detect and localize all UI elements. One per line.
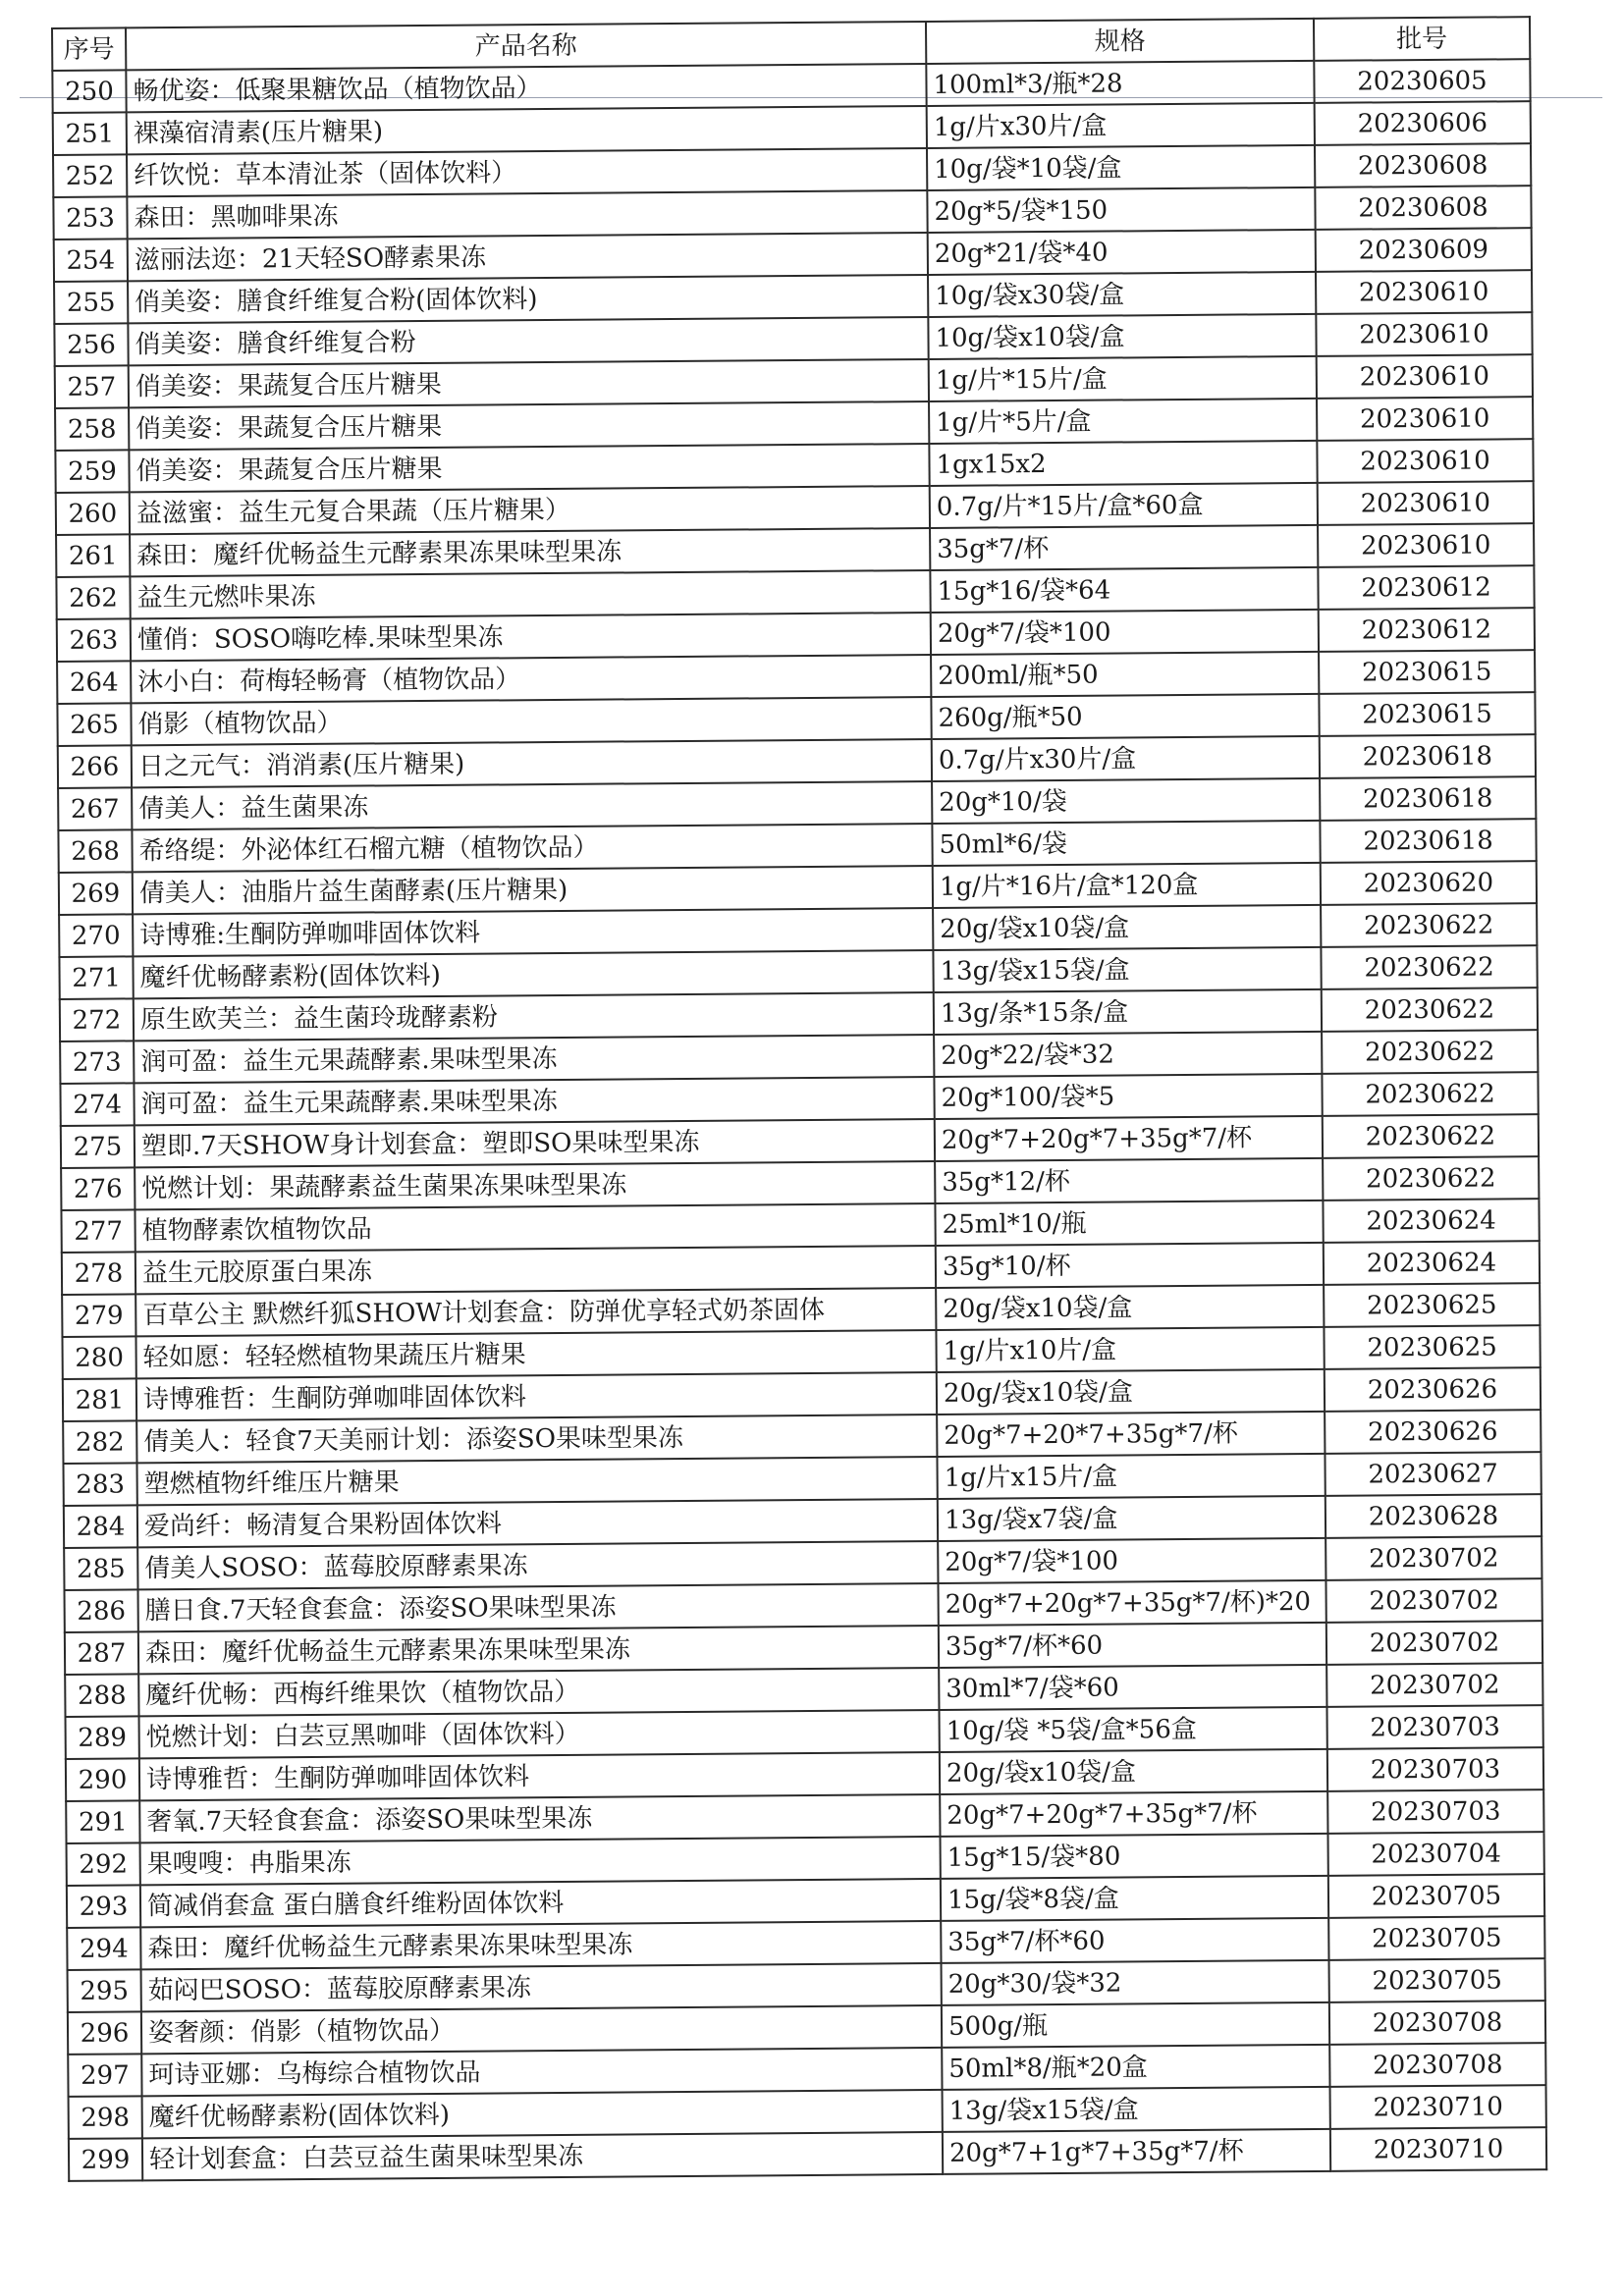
batch-number-cell: 20230622 [1321,903,1537,947]
specification-cell: 50ml*6/袋 [932,821,1320,866]
product-name-cell: 希络缇：外泌体红石榴亢糖（植物饮品） [132,824,932,872]
batch-number-cell: 20230622 [1323,1114,1539,1158]
serial-number-cell: 279 [62,1294,135,1337]
batch-number-cell: 20230605 [1314,59,1530,103]
specification-cell: 1gx15x2 [929,441,1317,486]
product-name-cell: 膳日食.7天轻食套盒：添姿SO果味型果冻 [138,1583,939,1631]
product-name-cell: 畅优姿：低聚果糖饮品（植物饮品） [126,64,926,112]
product-name-cell: 倩美人：油脂片益生菌酵素(压片糖果) [133,866,933,914]
serial-number-cell: 293 [67,1885,140,1928]
serial-number-cell: 288 [65,1674,138,1717]
specification-cell: 13g/袋x7袋/盒 [938,1496,1325,1541]
product-name-cell: 俏美姿：膳食纤维复合粉 [128,317,928,365]
product-name-cell: 魔纤优畅：西梅纤维果饮（植物饮品） [138,1668,939,1716]
product-name-cell: 轻计划套盒：白芸豆益生菌果味型果冻 [142,2132,943,2180]
product-name-cell: 魔纤优畅酵素粉(固体饮料) [133,950,933,998]
batch-number-cell: 20230609 [1316,228,1532,272]
specification-cell: 50ml*8/瓶*20盒 [942,2045,1329,2090]
batch-number-cell: 20230618 [1320,819,1536,863]
serial-number-cell: 258 [55,407,129,451]
serial-number-cell: 273 [60,1041,134,1084]
batch-number-cell: 20230612 [1319,608,1535,652]
product-name-cell: 润可盈：益生元果蔬酵素.果味型果冻 [134,1035,934,1083]
batch-number-cell: 20230628 [1325,1494,1542,1538]
batch-number-cell: 20230626 [1325,1367,1541,1412]
batch-number-cell: 20230608 [1315,143,1531,187]
specification-cell: 1g/片x15片/盒 [937,1454,1325,1499]
serial-number-cell: 250 [52,70,126,113]
product-name-cell: 俏美姿：膳食纤维复合粉(固体饮料) [128,275,928,323]
batch-number-cell: 20230708 [1329,2043,1545,2087]
product-name-cell: 俏影（植物饮品） [131,697,931,745]
specification-cell: 15g*16/袋*64 [930,567,1318,613]
specification-cell: 10g/袋x30袋/盒 [928,272,1316,317]
serial-number-cell: 254 [54,239,128,282]
batch-number-cell: 20230627 [1325,1452,1541,1496]
table-body [52,59,1546,2181]
product-name-cell: 懂俏：SOSO嗨吃棒.果味型果冻 [131,613,931,661]
serial-number-cell: 252 [53,154,127,197]
specification-cell: 200ml/瓶*50 [931,652,1319,697]
specification-cell: 35g*7/杯*60 [941,1918,1328,1963]
serial-number-cell: 255 [54,281,128,324]
batch-number-cell: 20230618 [1320,776,1536,821]
product-name-cell: 森田：魔纤优畅益生元酵素果冻果味型果冻 [138,1626,939,1674]
batch-number-cell: 20230610 [1316,270,1532,314]
batch-number-cell: 20230704 [1327,1832,1543,1876]
serial-number-cell: 281 [63,1378,136,1421]
serial-number-cell: 291 [66,1800,139,1843]
serial-number-cell: 289 [66,1716,139,1759]
specification-cell: 10g/袋x10袋/盒 [928,314,1316,359]
specification-cell: 20g*30/袋*32 [942,1960,1329,2005]
batch-number-cell: 20230618 [1320,734,1536,778]
product-name-cell: 益滋蜜：益生元复合果蔬（压片糖果） [130,486,930,534]
serial-number-cell: 275 [61,1125,135,1168]
product-name-cell: 森田：黑咖啡果冻 [127,190,927,239]
batch-number-cell: 20230622 [1322,988,1538,1032]
serial-number-cell: 274 [60,1083,134,1126]
product-name-cell: 诗博雅哲：生酮防弹咖啡固体饮料 [139,1752,940,1800]
serial-number-cell: 253 [53,196,127,240]
product-name-cell: 日之元气：消消素(压片糖果) [132,739,932,787]
specification-cell: 20g*7+20g*7+35g*7/杯 [940,1791,1327,1837]
batch-number-cell: 20230703 [1327,1789,1543,1834]
specification-cell: 10g/袋 *5袋/盒*56盒 [939,1707,1326,1752]
product-name-cell: 果嗖嗖：冉脂果冻 [140,1837,941,1885]
specification-cell: 20g*100/袋*5 [934,1074,1322,1119]
product-name-cell: 森田：魔纤优畅益生元酵素果冻果味型果冻 [130,528,930,576]
batch-number-cell: 20230615 [1319,650,1535,694]
product-name-cell: 魔纤优畅酵素粉(固体饮料) [142,2090,943,2138]
serial-number-cell: 287 [65,1631,138,1675]
header-product-name: 产品名称 [126,22,926,70]
serial-number-cell: 268 [58,829,132,873]
serial-number-cell: 261 [56,534,130,577]
product-name-cell: 百草公主 默燃纤狐SHOW计划套盒：防弹优享轻式奶茶固体 [135,1288,936,1336]
serial-number-cell: 283 [63,1463,136,1506]
product-name-cell: 塑即.7天SHOW身计划套盒：塑即SO果味型果冻 [135,1119,935,1167]
product-name-cell: 裸藻宿清素(压片糖果) [127,106,927,154]
serial-number-cell: 265 [57,703,131,746]
product-name-cell: 润可盈：益生元果蔬酵素.果味型果冻 [134,1077,934,1125]
serial-number-cell: 251 [53,112,127,155]
serial-number-cell: 284 [64,1505,137,1548]
serial-number-cell: 269 [59,872,133,915]
header-batch-number: 批号 [1314,17,1530,61]
product-name-cell: 悦燃计划：果蔬酵素益生菌果冻果味型果冻 [135,1161,935,1209]
serial-number-cell: 280 [62,1336,135,1379]
serial-number-cell: 256 [54,323,128,366]
product-name-cell: 奢氧.7天轻食套盒：添姿SO果味型果冻 [139,1794,940,1842]
product-name-cell: 悦燃计划：白芸豆黑咖啡（固体饮料） [139,1710,940,1758]
batch-number-cell: 20230620 [1321,861,1537,905]
specification-cell: 1g/片*16片/盒*120盒 [933,863,1321,908]
serial-number-cell: 285 [64,1547,137,1590]
product-name-cell: 植物酵素饮植物饮品 [135,1203,935,1252]
specification-cell: 10g/袋*10袋/盒 [927,145,1315,190]
product-name-cell: 滋丽法迩：21天轻SO酵素果冻 [128,233,928,281]
batch-number-cell: 20230622 [1323,1156,1539,1201]
batch-number-cell: 20230622 [1322,1030,1538,1074]
specification-cell: 20g*7/袋*100 [938,1538,1325,1583]
batch-number-cell: 20230626 [1325,1410,1541,1454]
batch-number-cell: 20230702 [1325,1578,1542,1623]
product-name-cell: 珂诗亚娜：乌梅综合植物饮品 [141,2048,942,2096]
batch-number-cell: 20230705 [1328,1916,1544,1960]
batch-number-cell: 20230702 [1325,1536,1542,1580]
specification-cell: 100ml*3/瓶*28 [926,61,1314,106]
product-name-cell: 轻如愿：轻轻燃植物果蔬压片糖果 [135,1330,936,1378]
specification-cell: 13g/条*15条/盒 [934,989,1322,1035]
serial-number-cell: 262 [56,576,130,619]
specification-cell: 20g/袋x10袋/盒 [936,1285,1324,1330]
batch-number-cell: 20230610 [1317,397,1533,441]
serial-number-cell: 297 [68,2054,141,2097]
batch-number-cell: 20230612 [1318,565,1534,610]
specification-cell: 35g*12/杯 [935,1158,1323,1203]
product-name-cell: 诗博雅哲：生酮防弹咖啡固体饮料 [136,1372,937,1420]
serial-number-cell: 295 [68,1969,141,2012]
specification-cell: 20g/袋x10袋/盒 [940,1749,1327,1794]
batch-number-cell: 20230625 [1324,1325,1540,1369]
batch-number-cell: 20230608 [1315,186,1531,230]
specification-cell: 20g*10/袋 [932,778,1320,824]
serial-number-cell: 299 [69,2138,142,2181]
serial-number-cell: 292 [67,1842,140,1886]
batch-number-cell: 20230702 [1326,1663,1542,1707]
product-name-cell: 纤饮悦：草本清沚茶（固体饮料） [127,148,927,196]
serial-number-cell: 294 [67,1927,140,1970]
batch-number-cell: 20230710 [1330,2085,1546,2129]
serial-number-cell: 259 [55,450,129,493]
product-table [51,16,1547,2182]
product-name-cell: 爱尚纤：畅清复合果粉固体饮料 [137,1499,938,1547]
serial-number-cell: 296 [68,2011,141,2055]
batch-number-cell: 20230705 [1328,1874,1544,1918]
header-serial-number: 序号 [52,27,126,71]
product-name-cell: 益生元燃咔果冻 [130,570,930,618]
serial-number-cell: 270 [59,914,133,957]
specification-cell: 20g*7+20g*7+35g*7/杯)*20 [938,1580,1325,1626]
specification-cell: 20g*7+20*7+35g*7/杯 [937,1412,1325,1457]
product-name-cell: 俏美姿：果蔬复合压片糖果 [129,401,929,450]
batch-number-cell: 20230610 [1318,523,1534,567]
specification-cell: 13g/袋x15袋/盒 [933,947,1321,992]
specification-cell: 20g*7+1g*7+35g*7/杯 [943,2129,1330,2174]
batch-number-cell: 20230705 [1329,1958,1545,2002]
batch-number-cell: 20230610 [1317,354,1533,399]
product-name-cell: 简减俏套盒 蛋白膳食纤维粉固体饮料 [140,1879,941,1927]
specification-cell: 20g*7/袋*100 [931,610,1319,655]
batch-number-cell: 20230703 [1326,1705,1542,1749]
product-name-cell: 茹闷巴SOSO：蓝莓胶原酵素果冻 [141,1963,942,2011]
specification-cell: 20g*22/袋*32 [934,1032,1322,1077]
specification-cell: 1g/片x30片/盒 [927,103,1315,148]
serial-number-cell: 266 [58,745,132,788]
serial-number-cell: 271 [59,956,133,999]
batch-number-cell: 20230622 [1321,945,1537,989]
product-name-cell: 森田：魔纤优畅益生元酵素果冻果味型果冻 [140,1921,941,1969]
product-name-cell: 沐小白：荷梅轻畅膏（植物饮品） [131,655,931,703]
header-specification: 规格 [926,19,1314,64]
specification-cell: 20g*7+20g*7+35g*7/杯 [935,1116,1323,1161]
specification-cell: 1g/片*15片/盒 [929,356,1317,401]
batch-number-cell: 20230622 [1322,1072,1538,1116]
specification-cell: 15g/袋*8袋/盒 [941,1876,1328,1921]
serial-number-cell: 277 [61,1209,135,1253]
specification-cell: 0.7g/片x30片/盒 [932,736,1320,781]
batch-number-cell: 20230710 [1330,2127,1546,2171]
specification-cell: 13g/袋x15袋/盒 [943,2087,1330,2132]
serial-number-cell: 263 [57,618,131,662]
batch-number-cell: 20230610 [1318,481,1534,525]
batch-number-cell: 20230610 [1316,312,1532,356]
specification-cell: 30ml*7/袋*60 [939,1665,1326,1710]
serial-number-cell: 290 [66,1758,139,1801]
specification-cell: 25ml*10/瓶 [935,1201,1323,1246]
product-name-cell: 姿奢颜：俏影（植物饮品） [141,2005,942,2054]
specification-cell: 500g/瓶 [942,2002,1329,2048]
product-name-cell: 倩美人SOSO：蓝莓胶原酵素果冻 [137,1541,938,1589]
serial-number-cell: 267 [58,787,132,830]
specification-cell: 0.7g/片*15片/盒*60盒 [930,483,1318,528]
specification-cell: 1g/片x10片/盒 [936,1327,1324,1372]
specification-cell: 20g*21/袋*40 [928,230,1316,275]
specification-cell: 35g*7/杯 [930,525,1318,570]
specification-cell: 20g/袋x10袋/盒 [933,905,1321,950]
specification-cell: 20g*5/袋*150 [927,187,1315,233]
serial-number-cell: 298 [69,2096,142,2139]
specification-cell: 1g/片*5片/盒 [929,399,1317,444]
serial-number-cell: 257 [55,365,129,408]
serial-number-cell: 286 [65,1589,138,1632]
batch-number-cell: 20230606 [1315,101,1531,145]
product-name-cell: 诗博雅:生酮防弹咖啡固体饮料 [133,908,933,956]
batch-number-cell: 20230703 [1327,1747,1543,1791]
product-name-cell: 塑燃植物纤维压片糖果 [136,1457,937,1505]
specification-cell: 35g*7/杯*60 [939,1623,1326,1668]
specification-cell: 15g*15/袋*80 [941,1834,1328,1879]
serial-number-cell: 264 [57,661,131,704]
product-name-cell: 倩美人：益生菌果冻 [132,781,932,829]
specification-cell: 20g/袋x10袋/盒 [937,1369,1325,1415]
batch-number-cell: 20230625 [1324,1283,1540,1327]
serial-number-cell: 278 [62,1252,135,1295]
batch-number-cell: 20230624 [1324,1241,1540,1285]
batch-number-cell: 20230615 [1319,692,1535,736]
specification-cell: 35g*10/杯 [936,1243,1324,1288]
serial-number-cell: 260 [56,492,130,535]
serial-number-cell: 282 [63,1420,136,1464]
product-name-cell: 益生元胶原蛋白果冻 [135,1246,936,1294]
batch-number-cell: 20230702 [1326,1621,1542,1665]
batch-number-cell: 20230708 [1329,2001,1545,2045]
product-name-cell: 俏美姿：果蔬复合压片糖果 [129,359,929,407]
product-name-cell: 俏美姿：果蔬复合压片糖果 [129,444,929,492]
batch-number-cell: 20230624 [1323,1199,1539,1243]
product-name-cell: 原生欧芙兰：益生菌玲珑酵素粉 [134,992,934,1041]
product-name-cell: 倩美人：轻食7天美丽计划：添姿SO果味型果冻 [136,1415,937,1463]
specification-cell: 260g/瓶*50 [931,694,1319,739]
serial-number-cell: 276 [61,1167,135,1210]
serial-number-cell: 272 [60,998,134,1041]
batch-number-cell: 20230610 [1317,439,1533,483]
